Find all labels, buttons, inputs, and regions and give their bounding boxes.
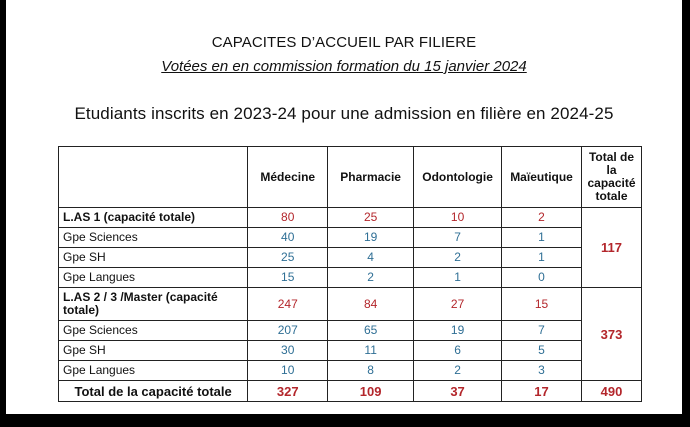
total-row bbox=[59, 381, 642, 402]
capacity-table bbox=[58, 146, 642, 402]
table-row bbox=[59, 228, 642, 248]
group-row-las1 bbox=[59, 208, 642, 228]
col-header-medecine: Médecine bbox=[248, 147, 328, 208]
cell: 8 bbox=[328, 361, 414, 381]
cell: 4 bbox=[328, 248, 414, 268]
document-page bbox=[6, 0, 682, 414]
cell: 1 bbox=[414, 268, 502, 288]
section-heading: Etudiants inscrits en 2023-24 pour une admission en filière en 2024-25 bbox=[74, 104, 614, 123]
cell: 6 bbox=[414, 341, 502, 361]
document-title: CAPACITES D’ACCUEIL PAR FILIERE bbox=[211, 34, 477, 51]
cell: 247 bbox=[248, 288, 328, 321]
group-label: L.AS 2 / 3 /Master (capacité totale) bbox=[59, 288, 248, 321]
cell: 65 bbox=[328, 321, 414, 341]
row-label: Gpe Sciences bbox=[59, 228, 248, 248]
table-row bbox=[59, 321, 642, 341]
col-header-pharmacie: Pharmacie bbox=[328, 147, 414, 208]
cell: 2 bbox=[502, 208, 582, 228]
table-row bbox=[59, 248, 642, 268]
cell: 2 bbox=[414, 361, 502, 381]
cell: 11 bbox=[328, 341, 414, 361]
table-row bbox=[59, 361, 642, 381]
corner-cell bbox=[59, 147, 248, 208]
cell: 0 bbox=[502, 268, 582, 288]
col-header-odontologie: Odontologie bbox=[414, 147, 502, 208]
cell: 2 bbox=[328, 268, 414, 288]
total-cell: 109 bbox=[328, 381, 414, 402]
cell: 30 bbox=[248, 341, 328, 361]
cell: 1 bbox=[502, 248, 582, 268]
cell: 19 bbox=[328, 228, 414, 248]
cell: 19 bbox=[414, 321, 502, 341]
group-total-cell: 373 bbox=[582, 288, 642, 381]
cell: 80 bbox=[248, 208, 328, 228]
cell: 10 bbox=[414, 208, 502, 228]
cell: 7 bbox=[502, 321, 582, 341]
grand-total-cell: 490 bbox=[582, 381, 642, 402]
cell: 15 bbox=[502, 288, 582, 321]
col-header-total: Total de la capacité totale bbox=[582, 147, 642, 208]
group-total-cell: 117 bbox=[582, 208, 642, 288]
cell: 40 bbox=[248, 228, 328, 248]
cell: 15 bbox=[248, 268, 328, 288]
cell: 3 bbox=[502, 361, 582, 381]
total-cell: 327 bbox=[248, 381, 328, 402]
group-label: L.AS 1 (capacité totale) bbox=[59, 208, 248, 228]
row-label: Gpe Sciences bbox=[59, 321, 248, 341]
table-row bbox=[59, 341, 642, 361]
cell: 5 bbox=[502, 341, 582, 361]
group-row-las23 bbox=[59, 288, 642, 321]
cell: 207 bbox=[248, 321, 328, 341]
col-header-maieutique: Maïeutique bbox=[502, 147, 582, 208]
row-label: Gpe SH bbox=[59, 248, 248, 268]
row-label: Gpe Langues bbox=[59, 268, 248, 288]
document-subtitle: Votées en en commission formation du 15 janvier 2024 bbox=[161, 58, 527, 75]
header-row bbox=[59, 147, 642, 208]
row-label: Gpe SH bbox=[59, 341, 248, 361]
total-cell: 17 bbox=[502, 381, 582, 402]
row-label: Gpe Langues bbox=[59, 361, 248, 381]
total-label: Total de la capacité totale bbox=[59, 381, 248, 402]
cell: 7 bbox=[414, 228, 502, 248]
cell: 84 bbox=[328, 288, 414, 321]
cell: 25 bbox=[328, 208, 414, 228]
table-row bbox=[59, 268, 642, 288]
cell: 27 bbox=[414, 288, 502, 321]
cell: 10 bbox=[248, 361, 328, 381]
cell: 2 bbox=[414, 248, 502, 268]
total-cell: 37 bbox=[414, 381, 502, 402]
cell: 25 bbox=[248, 248, 328, 268]
cell: 1 bbox=[502, 228, 582, 248]
